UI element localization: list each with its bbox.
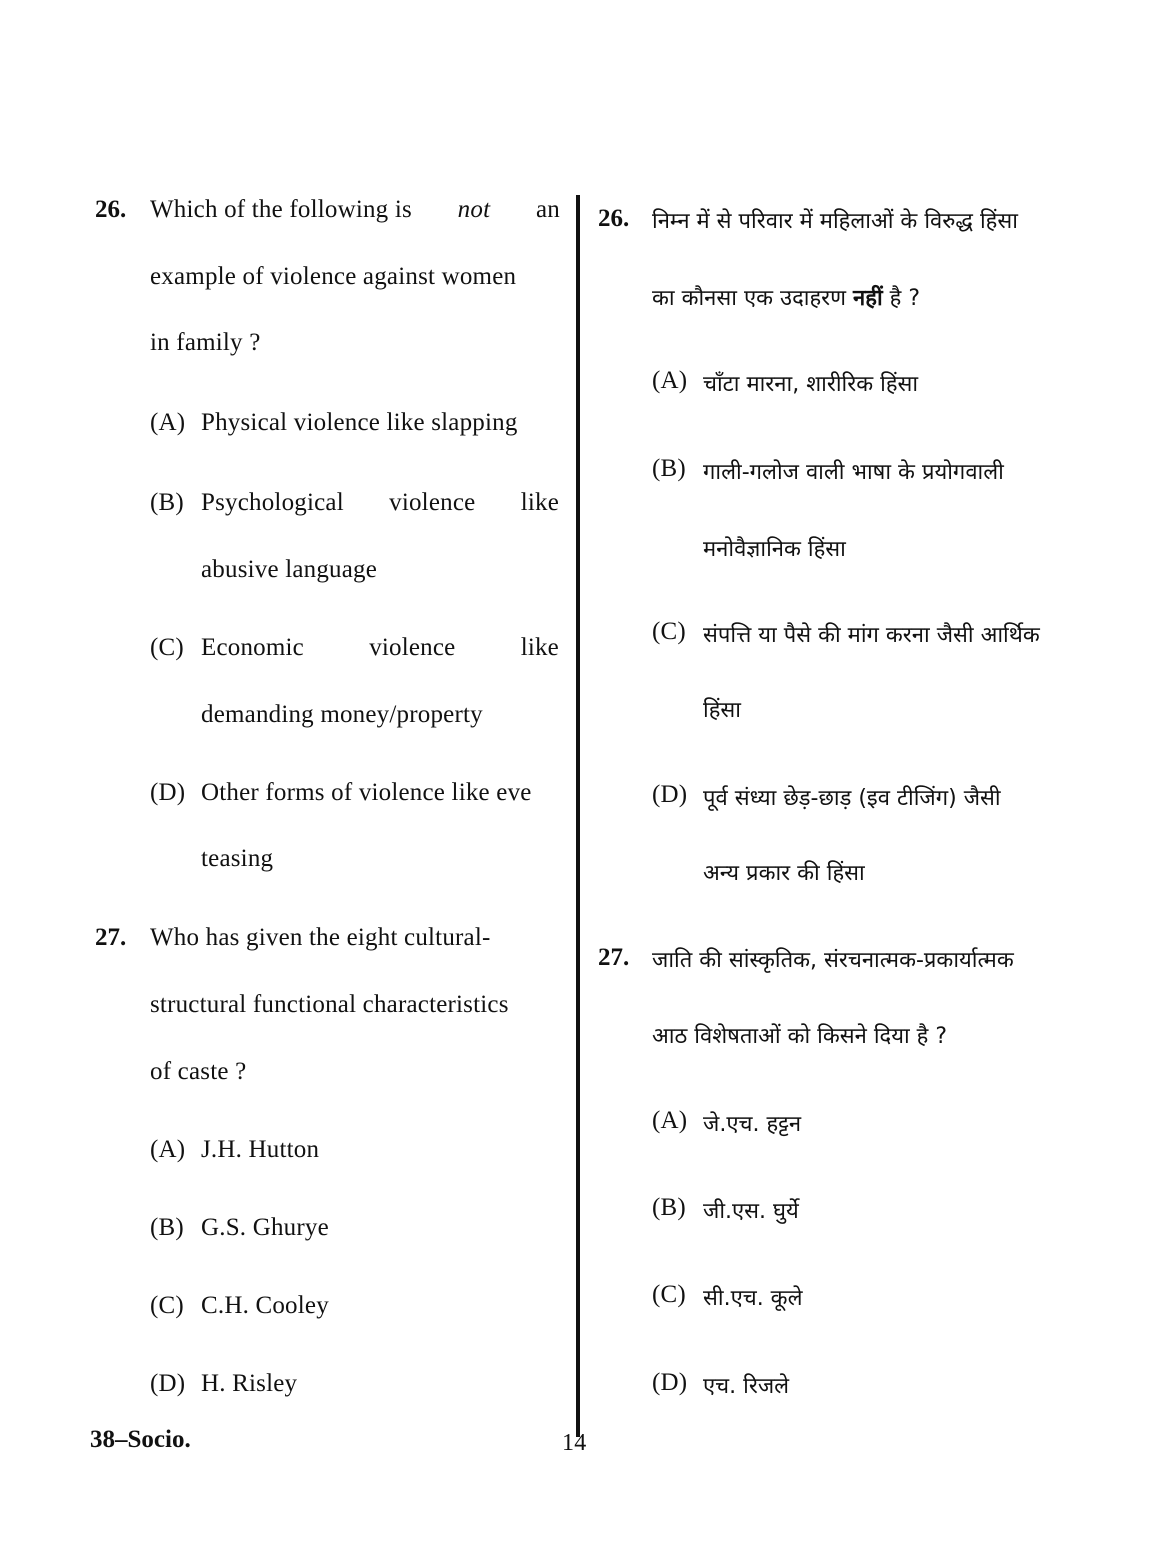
- hindi-option-26b-line-2: मनोवैज्ञानिक हिंसा: [703, 537, 846, 562]
- option-26c-word: violence: [369, 634, 456, 661]
- hindi-option-26c-line-2: हिंसा: [703, 698, 741, 723]
- option-26c-label: (C): [150, 634, 184, 661]
- hindi-option-26a-label: (A): [652, 367, 688, 394]
- footer-paper-code: 38–Socio.: [90, 1426, 191, 1453]
- option-26d-line-2: teasing: [201, 845, 274, 872]
- page-number: 14: [562, 1430, 587, 1456]
- question-26-text: Which of the following is: [150, 196, 412, 223]
- hindi-option-26b-line-1: गाली-गलोज वाली भाषा के प्रयोगवाली: [703, 460, 1004, 485]
- option-26b-line-1: [201, 489, 559, 517]
- hindi-question-27-line-2: आठ विशेषताओं को किसने दिया है ?: [652, 1024, 948, 1049]
- option-27d-label: (D): [150, 1370, 186, 1397]
- option-27d-text: H. Risley: [201, 1370, 298, 1397]
- hindi-question-26-number: 26.: [598, 205, 630, 232]
- hindi-option-27b-label: (B): [652, 1194, 686, 1221]
- option-26b-line-2: abusive language: [201, 556, 378, 583]
- hindi-option-27d-text: एच. रिजले: [703, 1374, 790, 1399]
- question-26-line-2: example of violence against women: [150, 263, 517, 290]
- hindi-option-26c-label: (C): [652, 618, 686, 645]
- hindi-option-27b-text: जी.एस. घुर्ये: [703, 1199, 799, 1224]
- option-26c-line-1: [201, 634, 559, 662]
- option-27c-label: (C): [150, 1292, 184, 1319]
- option-26c-word: Economic: [201, 634, 304, 661]
- question-26-number: 26.: [95, 196, 127, 223]
- question-26-emphasis: not: [457, 196, 491, 223]
- hindi-question-27-line-1: जाति की सांस्कृतिक, संरचनात्मक-प्रकार्यात्मक: [652, 948, 1014, 973]
- hindi-question-27-number: 27.: [598, 944, 630, 971]
- option-27c-text: C.H. Cooley: [201, 1292, 329, 1319]
- option-26d-label: (D): [150, 779, 186, 806]
- option-26c-word: like: [520, 634, 559, 661]
- hindi-option-26d-line-1: पूर्व संध्या छेड़-छाड़ (इव टीजिंग) जैसी: [703, 786, 1001, 811]
- option-26a-text: Physical violence like slapping: [201, 409, 518, 436]
- question-27-line-3: of caste ?: [150, 1058, 247, 1085]
- question-27-line-2: structural functional characteristics: [150, 991, 509, 1018]
- option-26b-label: (B): [150, 489, 184, 516]
- hindi-question-26-text: का कौनसा एक उदाहरण: [652, 286, 847, 311]
- hindi-question-26-line-1: निम्न में से परिवार में महिलाओं के विरुद्ध हिंसा: [652, 209, 1018, 234]
- option-27b-label: (B): [150, 1214, 184, 1241]
- hindi-option-26d-line-2: अन्य प्रकार की हिंसा: [703, 861, 865, 886]
- hindi-option-26c-line-1: संपत्ति या पैसे की मांग करना जैसी आर्थिक: [703, 623, 1040, 648]
- hindi-question-26-text: है ?: [889, 286, 920, 311]
- hindi-option-26d-label: (D): [652, 781, 688, 808]
- hindi-option-27d-label: (D): [652, 1369, 688, 1396]
- option-26d-line-1: Other forms of violence like eve: [201, 779, 532, 806]
- hindi-option-27a-text: जे.एच. हट्टन: [703, 1112, 802, 1137]
- option-27b-text: G.S. Ghurye: [201, 1214, 329, 1241]
- column-divider: [576, 195, 580, 1437]
- hindi-option-27c-label: (C): [652, 1281, 686, 1308]
- question-26-line-1: [150, 196, 560, 224]
- question-27-line-1: Who has given the eight cultural-: [150, 924, 491, 951]
- question-26-text: an: [535, 196, 560, 223]
- hindi-option-26a-text: चाँटा मारना, शारीरिक हिंसा: [703, 372, 919, 397]
- option-26c-line-2: demanding money/property: [201, 701, 483, 728]
- option-26b-word: violence: [389, 489, 476, 516]
- question-27-number: 27.: [95, 924, 127, 951]
- question-26-line-3: in family ?: [150, 329, 261, 356]
- option-27a-text: J.H. Hutton: [201, 1136, 320, 1163]
- hindi-option-27c-text: सी.एच. कूले: [703, 1286, 803, 1311]
- option-26b-word: like: [520, 489, 559, 516]
- hindi-option-26b-label: (B): [652, 455, 686, 482]
- hindi-question-26-line-2: [652, 282, 920, 312]
- hindi-option-27a-label: (A): [652, 1107, 688, 1134]
- hindi-question-26-emphasis: नहीं: [853, 286, 883, 311]
- option-26a-label: (A): [150, 409, 186, 436]
- option-26b-word: Psychological: [201, 489, 344, 516]
- option-27a-label: (A): [150, 1136, 186, 1163]
